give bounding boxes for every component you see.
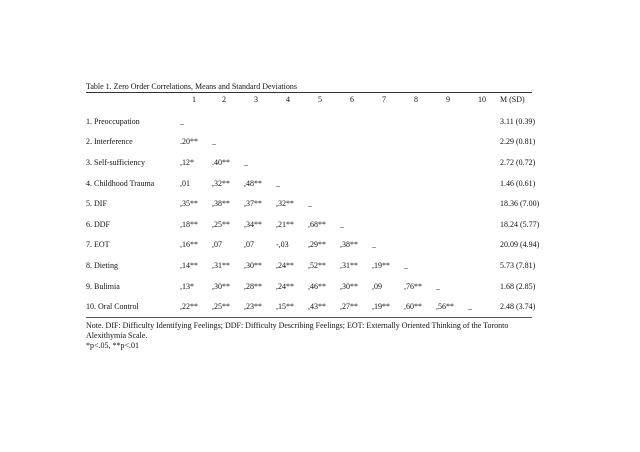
mean-sd-cell: 5.73 (7.81) xyxy=(500,261,536,271)
correlation-cell xyxy=(468,276,500,297)
mean-sd-cell: 2.29 (0.81) xyxy=(500,137,536,147)
correlation-cell: ,25** xyxy=(212,302,230,312)
correlation-cell xyxy=(340,132,372,153)
table-row xyxy=(86,105,532,132)
correlation-cell xyxy=(244,105,276,132)
correlation-cell xyxy=(404,214,436,235)
mean-sd-cell: 2.48 (3.74) xyxy=(500,302,536,312)
correlation-cell xyxy=(468,235,500,256)
table-row xyxy=(86,214,532,235)
correlation-cell: ,28** xyxy=(244,281,262,291)
correlation-cell xyxy=(340,105,372,132)
correlation-cell xyxy=(404,105,436,132)
correlation-cell: ,21** xyxy=(276,219,294,229)
row-label: 5. DIF xyxy=(86,199,107,209)
correlation-cell xyxy=(276,152,308,173)
table-note xyxy=(86,321,532,350)
correlation-cell xyxy=(436,255,468,276)
correlation-cell xyxy=(436,194,468,215)
correlation-cell: ,60** xyxy=(404,302,422,312)
correlation-cell: ,01 xyxy=(180,178,190,188)
correlation-cell: ,25** xyxy=(212,219,230,229)
correlation-cell xyxy=(436,173,468,194)
row-label: 10. Oral Control xyxy=(86,302,139,312)
correlation-cell: _ xyxy=(404,261,408,271)
correlation-cell xyxy=(372,132,404,153)
correlation-cell: ,27** xyxy=(340,302,358,312)
mean-sd-cell: 18.24 (5.77) xyxy=(500,219,540,229)
correlation-cell xyxy=(404,152,436,173)
correlation-cell: ,30** xyxy=(340,281,358,291)
correlation-cell: _ xyxy=(212,137,216,147)
correlation-cell: _ xyxy=(244,158,248,168)
correlation-cell xyxy=(436,152,468,173)
correlation-cell: ,09 xyxy=(372,281,382,291)
correlation-cell xyxy=(372,194,404,215)
correlation-cell: ,52** xyxy=(308,261,326,271)
correlation-cell xyxy=(468,173,500,194)
column-header-9: 9 xyxy=(446,94,450,104)
correlation-table-figure xyxy=(86,82,540,350)
correlation-cell: ,24** xyxy=(276,261,294,271)
correlation-cell: ,35** xyxy=(180,199,198,209)
table-row xyxy=(86,173,532,194)
correlation-cell: ,18** xyxy=(180,219,198,229)
correlation-cell: ,14** xyxy=(180,261,198,271)
row-label: 2. Interference xyxy=(86,137,133,147)
column-header-6: 6 xyxy=(350,94,354,104)
column-header-msd: M (SD) xyxy=(500,94,525,104)
column-header-2: 2 xyxy=(222,94,226,104)
correlation-cell: _ xyxy=(372,240,376,250)
row-label: 3. Self-sufficiency xyxy=(86,158,145,168)
correlation-cell xyxy=(404,173,436,194)
correlation-cell: .20** xyxy=(180,137,198,147)
correlation-cell: ,15** xyxy=(276,302,294,312)
column-header-7: 7 xyxy=(382,94,386,104)
correlation-cell xyxy=(404,132,436,153)
correlation-cell xyxy=(436,132,468,153)
column-header-4: 4 xyxy=(286,94,290,104)
mean-sd-cell: 1.68 (2.85) xyxy=(500,281,536,291)
correlation-cell xyxy=(468,152,500,173)
mean-sd-cell: 1.46 (0.61) xyxy=(500,178,536,188)
correlation-cell: ,38** xyxy=(212,199,230,209)
correlation-cell: ,19** xyxy=(372,302,390,312)
table-row xyxy=(86,255,532,276)
correlation-cell xyxy=(308,105,340,132)
mean-sd-cell: 3.11 (0.39) xyxy=(500,116,536,126)
correlation-cell xyxy=(468,214,500,235)
correlation-cell: ,13* xyxy=(180,281,194,291)
header-blank xyxy=(86,93,180,105)
correlation-cell xyxy=(340,194,372,215)
correlation-cell: ,31** xyxy=(212,261,230,271)
row-label: 1. Preoccupation xyxy=(86,116,140,126)
table-header xyxy=(86,93,532,105)
correlation-cell xyxy=(276,132,308,153)
correlation-cell xyxy=(276,105,308,132)
row-label: 4. Childhood Trauma xyxy=(86,178,155,188)
correlation-cell xyxy=(372,152,404,173)
correlation-cell xyxy=(372,214,404,235)
mean-sd-cell: 20.09 (4.94) xyxy=(500,240,540,250)
correlation-cell xyxy=(308,132,340,153)
correlation-cell xyxy=(340,173,372,194)
correlation-cell: ,34** xyxy=(244,219,262,229)
correlation-cell xyxy=(436,235,468,256)
correlation-cell: _ xyxy=(180,116,184,126)
correlation-cell: ,30** xyxy=(244,261,262,271)
correlation-cell xyxy=(404,235,436,256)
correlation-cell: ,16** xyxy=(180,240,198,250)
mean-sd-cell: 18.36 (7.00) xyxy=(500,199,540,209)
correlation-cell: ,32** xyxy=(276,199,294,209)
correlation-cell: ,24** xyxy=(276,281,294,291)
correlation-cell xyxy=(468,105,500,132)
correlation-table xyxy=(86,93,540,317)
row-label: 9. Bulimia xyxy=(86,281,120,291)
table-row xyxy=(86,276,532,297)
table-caption: Table 1. Zero Order Correlations, Means and Standard Deviations xyxy=(86,82,297,91)
correlation-cell: _ xyxy=(308,199,312,209)
correlation-cell: ,31** xyxy=(340,261,358,271)
correlation-cell: ,38** xyxy=(340,240,358,250)
table-row xyxy=(86,235,532,256)
correlation-cell xyxy=(436,214,468,235)
row-label: 8. Dieting xyxy=(86,261,118,271)
correlation-cell: _ xyxy=(468,302,472,312)
correlation-cell xyxy=(468,255,500,276)
bottom-rule xyxy=(86,317,532,318)
correlation-cell xyxy=(212,105,244,132)
row-label: 6. DDF xyxy=(86,219,111,229)
correlation-cell: ,23** xyxy=(244,302,262,312)
correlation-cell xyxy=(308,173,340,194)
correlation-cell: ,37** xyxy=(244,199,262,209)
correlation-cell: ,30** xyxy=(212,281,230,291)
correlation-cell xyxy=(436,105,468,132)
correlation-cell xyxy=(468,194,500,215)
correlation-cell: _ xyxy=(436,281,440,291)
correlation-cell xyxy=(468,132,500,153)
correlation-cell: ,29** xyxy=(308,240,326,250)
column-header-1: 1 xyxy=(192,94,196,104)
column-header-8: 8 xyxy=(414,94,418,104)
correlation-cell: ,68** xyxy=(308,219,326,229)
table-body xyxy=(86,105,540,317)
correlation-cell: ,07 xyxy=(212,240,222,250)
correlation-cell: ,32** xyxy=(212,178,230,188)
correlation-cell xyxy=(244,132,276,153)
correlation-cell: _ xyxy=(276,178,280,188)
correlation-cell xyxy=(404,194,436,215)
correlation-cell: ,48** xyxy=(244,178,262,188)
correlation-cell: .40** xyxy=(212,158,230,168)
correlation-cell xyxy=(372,105,404,132)
correlation-cell: ,56** xyxy=(436,302,454,312)
correlation-cell xyxy=(308,152,340,173)
mean-sd-cell: 2.72 (0.72) xyxy=(500,158,536,168)
correlation-cell: ,12* xyxy=(180,158,194,168)
column-header-5: 5 xyxy=(318,94,322,104)
correlation-cell: ,22** xyxy=(180,302,198,312)
correlation-cell: ,76** xyxy=(404,281,422,291)
table-row xyxy=(86,152,532,173)
correlation-cell: ,19** xyxy=(372,261,390,271)
correlation-cell: -,03 xyxy=(276,240,289,250)
correlation-cell: ,43** xyxy=(308,302,326,312)
correlation-cell: ,07 xyxy=(244,240,254,250)
column-header-3: 3 xyxy=(254,94,258,104)
header-row xyxy=(86,93,532,105)
row-label: 7. EOT xyxy=(86,240,110,250)
note-significance: *p<.05, **p<.01 xyxy=(86,340,140,350)
table-row xyxy=(86,297,532,318)
correlation-cell xyxy=(340,152,372,173)
table-row xyxy=(86,194,532,215)
correlation-cell xyxy=(372,173,404,194)
column-header-10: 10 xyxy=(478,94,486,104)
correlation-cell: _ xyxy=(340,219,344,229)
table-row xyxy=(86,132,532,153)
note-abbreviations: Note. DIF: Difficulty Identifying Feelings; DDF: Difficulty Describing Feelings; EOT: Externally Oriented Thinking of the Toronto Alexithymia Scale. xyxy=(86,321,509,340)
correlation-cell: ,46** xyxy=(308,281,326,291)
